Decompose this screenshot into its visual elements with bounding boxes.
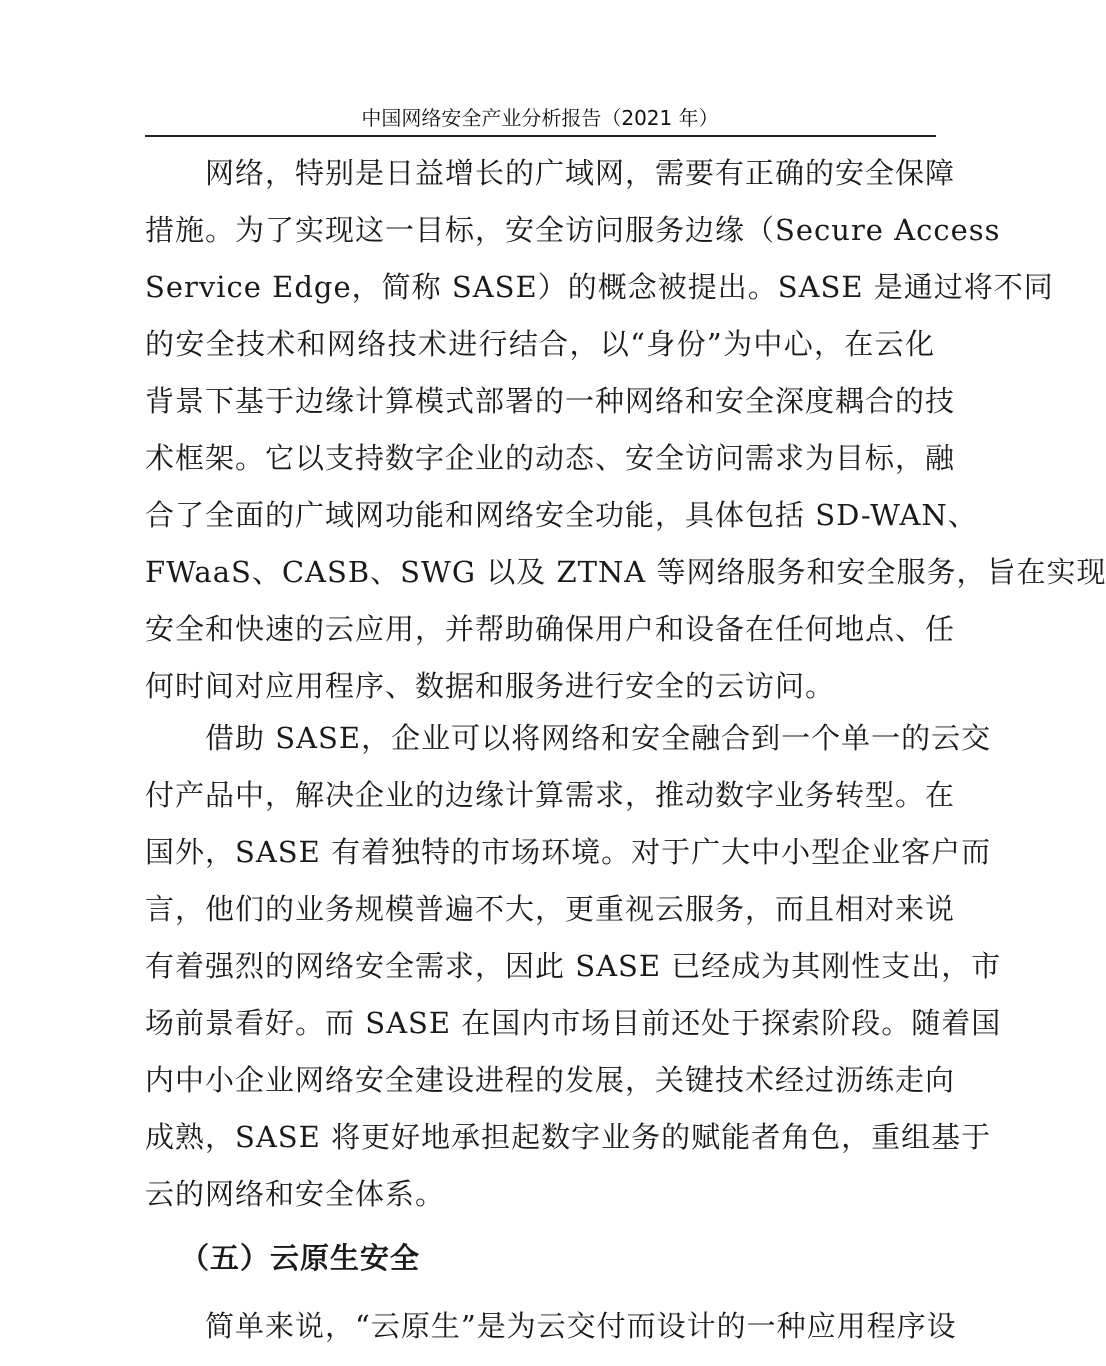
paragraph-line: 何时间对应用程序、数据和服务进行安全的云访问。 bbox=[145, 669, 836, 703]
paragraph-3 bbox=[145, 1298, 957, 1355]
paragraph-line: 有着强烈的网络安全需求，因此 SASE 已经成为其刚性支出，市 bbox=[145, 949, 1002, 983]
paragraph-2 bbox=[145, 710, 1002, 1223]
paragraph-line: 借助 SASE，企业可以将网络和安全融合到一个单一的云交 bbox=[205, 721, 992, 755]
paragraph-1 bbox=[145, 145, 1106, 715]
paragraph-line: 合了全面的广域网功能和网络安全功能，具体包括 SD-WAN、 bbox=[145, 498, 978, 532]
paragraph-line: 云的网络和安全体系。 bbox=[145, 1177, 446, 1211]
paragraph-line: Service Edge，简称 SASE）的概念被提出。SASE 是通过将不同 bbox=[145, 270, 1054, 304]
paragraph-line: 成熟，SASE 将更好地承担起数字业务的赋能者角色，重组基于 bbox=[145, 1120, 992, 1154]
header-rule bbox=[145, 135, 936, 137]
paragraph-line: 术框架。它以支持数字企业的动态、安全访问需求为目标，融 bbox=[145, 441, 956, 475]
paragraph-line: 简单来说，“云原生”是为云交付而设计的一种应用程序设 bbox=[205, 1309, 957, 1343]
running-header: 中国网络安全产业分析报告（2021 年） bbox=[361, 106, 719, 130]
paragraph-line: 国外，SASE 有着独特的市场环境。对于广大中小型企业客户而 bbox=[145, 835, 992, 869]
paragraph-line: 言，他们的业务规模普遍不大，更重视云服务，而且相对来说 bbox=[145, 892, 956, 926]
paragraph-line: 网络，特别是日益增长的广域网，需要有正确的安全保障 bbox=[205, 156, 956, 190]
paragraph-line: 场前景看好。而 SASE 在国内市场目前还处于探索阶段。随着国 bbox=[145, 1006, 1002, 1040]
paragraph-line: FWaaS、CASB、SWG 以及 ZTNA 等网络服务和安全服务，旨在实现 bbox=[145, 555, 1106, 589]
paragraph-line: 措施。为了实现这一目标，安全访问服务边缘（Secure Access bbox=[145, 213, 1001, 247]
paragraph-line: 安全和快速的云应用，并帮助确保用户和设备在任何地点、任 bbox=[145, 612, 956, 646]
paragraph-line: 内中小企业网络安全建设进程的发展，关键技术经过沥练走向 bbox=[145, 1063, 956, 1097]
section-heading: （五）云原生安全 bbox=[180, 1241, 421, 1275]
paragraph-line: 背景下基于边缘计算模式部署的一种网络和安全深度耦合的技 bbox=[145, 384, 956, 418]
paragraph-line: 的安全技术和网络技术进行结合，以“身份”为中心，在云化 bbox=[145, 327, 935, 361]
paragraph-line: 付产品中，解决企业的边缘计算需求，推动数字业务转型。在 bbox=[145, 778, 956, 812]
